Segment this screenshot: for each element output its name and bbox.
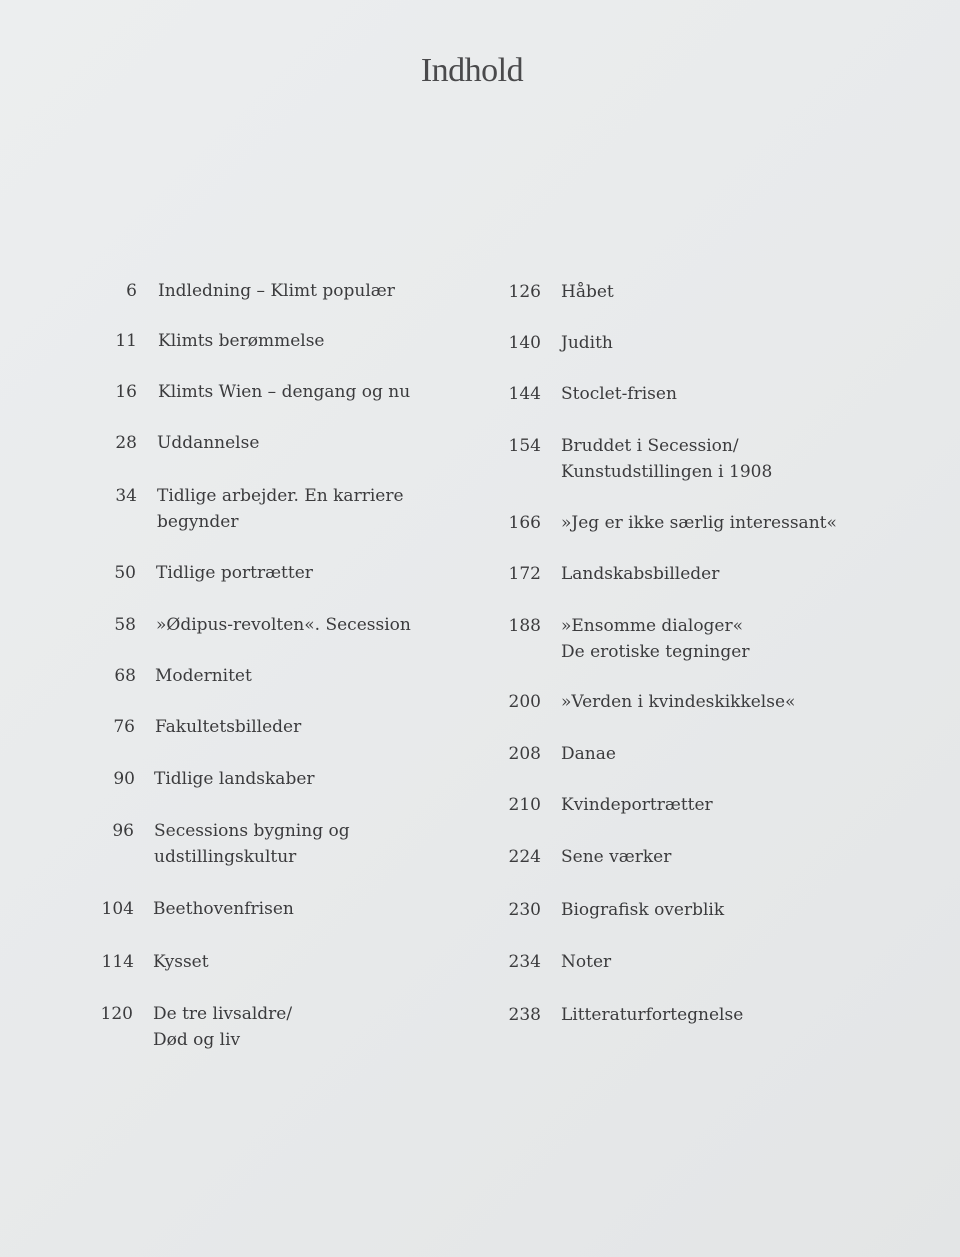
toc-page-number: 104 [101,899,134,919]
toc-page-number: 208 [508,744,541,764]
toc-page-number: 238 [508,1005,541,1025]
toc-chapter-title: Kysset [153,952,209,972]
toc-page-number: 96 [112,821,134,841]
toc-chapter-title: Klimts Wien – dengang og nu [158,382,411,402]
toc-chapter-title: Landskabsbilleder [561,564,720,584]
toc-chapter-title: Modernitet [155,666,252,686]
toc-chapter-title: De erotiske tegninger [561,642,750,662]
toc-page-number: 50 [114,563,136,583]
toc-chapter-title: Danae [561,744,616,764]
toc-chapter-title: Biografisk overblik [561,900,725,920]
toc-chapter-title: Litteraturfortegnelse [561,1005,744,1025]
toc-page-number: 234 [508,952,541,972]
toc-page-number: 144 [508,384,541,404]
toc-chapter-title: Bruddet i Secession/ [561,436,739,456]
toc-page-number: 11 [115,331,137,351]
toc-chapter-title: De tre livsaldre/ [153,1004,293,1024]
toc-chapter-title: Kunstudstillingen i 1908 [561,462,773,482]
toc-page-number: 188 [508,616,541,636]
toc-page-number: 224 [508,847,541,867]
toc-page-number: 172 [508,564,541,584]
toc-chapter-title: Indledning – Klimt populær [158,281,395,301]
toc-page-number: 166 [508,513,541,533]
toc-chapter-title: Stoclet-frisen [561,384,677,404]
toc-chapter-title: Judith [561,333,613,353]
toc-chapter-title: udstillingskultur [154,847,297,867]
toc-page-number: 90 [113,769,135,789]
toc-chapter-title: begynder [157,512,239,532]
toc-page-number: 140 [508,333,541,353]
toc-chapter-title: »Ødipus-revolten«. Secession [156,615,411,635]
toc-chapter-title: Sene værker [561,847,672,867]
toc-chapter-title: Kvindeportrætter [561,795,713,815]
toc-page-number: 200 [508,692,541,712]
toc-page-number: 114 [101,952,134,972]
toc-chapter-title: »Verden i kvindeskikkelse« [561,692,796,712]
toc-page-number: 154 [508,436,541,456]
toc-page-number: 210 [508,795,541,815]
page-title: Indhold [420,52,524,89]
toc-page-number: 6 [126,281,137,301]
toc-page-number: 16 [115,382,137,402]
toc-chapter-title: Tidlige landskaber [154,769,315,789]
toc-chapter-title: Håbet [561,282,614,302]
toc-page-number: 28 [115,433,137,453]
toc-page-number: 76 [113,717,135,737]
toc-chapter-title: Noter [561,952,612,972]
toc-page-number: 126 [508,282,541,302]
toc-chapter-title: Beethovenfrisen [153,899,294,919]
toc-page-number: 68 [114,666,136,686]
toc-page-number: 58 [114,615,136,635]
toc-chapter-title: Fakultetsbilleder [155,717,302,737]
toc-chapter-title: Uddannelse [157,433,260,453]
toc-page-number: 34 [115,486,137,506]
toc-chapter-title: Secessions bygning og [154,821,350,841]
toc-chapter-title: Tidlige portrætter [156,563,313,583]
toc-chapter-title: Død og liv [153,1030,241,1050]
toc-chapter-title: Tidlige arbejder. En karriere [157,486,404,506]
toc-chapter-title: »Ensomme dialoger« [561,616,744,636]
toc-page-number: 120 [100,1004,133,1024]
toc-chapter-title: Klimts berømmelse [158,331,325,351]
toc-chapter-title: »Jeg er ikke særlig interessant« [561,513,837,533]
toc-page-number: 230 [508,900,541,920]
